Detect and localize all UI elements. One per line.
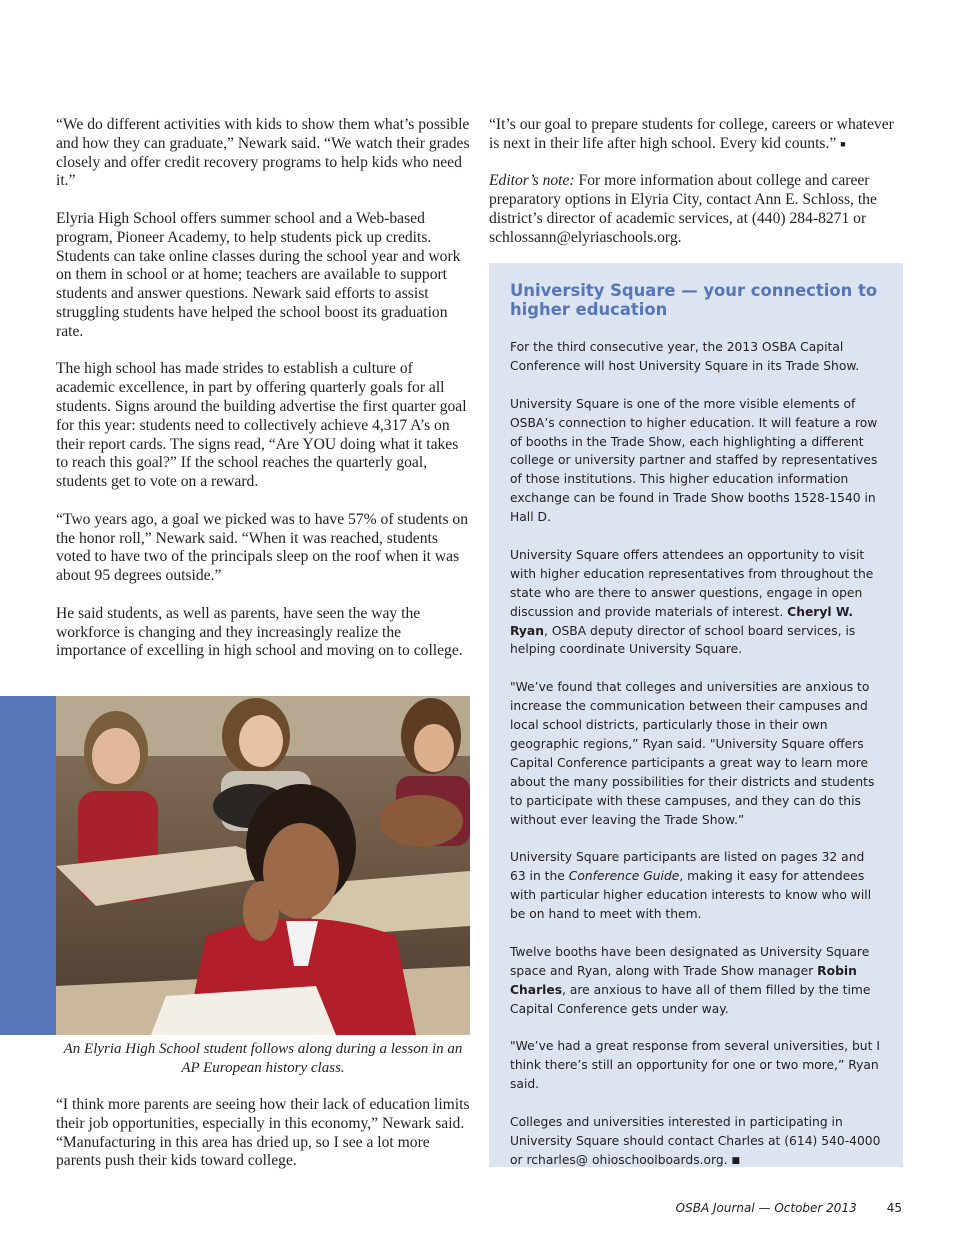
sidebar-text: Twelve booths have been designated as University Square space and Ryan, along with Trade Show manager [510, 944, 870, 978]
sidebar-text: , OSBA deputy director of school board services, is helping coordinate University Square. [510, 623, 856, 657]
classroom-photo [56, 696, 470, 1035]
body-paragraph: He said students, as well as parents, have seen the way the workforce is changing and they increasingly realize the importance of excelling in high school and moving on to college. [56, 604, 463, 660]
sidebar-paragraph: University Square is one of the more visible elements of OSBA’s connection to higher education. It will feature a row of booths in the Trade Show, each highlighting a different college or university partner and staffed by representatives of those institutions. This higher education information exchange can be found in Trade Show booths 1528-1540 in Hall D. [510, 396, 878, 525]
left-column [56, 116, 470, 680]
end-mark-icon: ■ [731, 1155, 741, 1166]
editors-note-label: Editor’s note: [489, 172, 575, 190]
editors-note [489, 172, 905, 247]
editors-note-text: For more information about college and career preparatory options in Elyria City, contact Ann E. Schloss, the district’s director of academic services, at (440) 284-8271 or schlossann@elyriaschools.org. [489, 172, 877, 246]
person-name: Cheryl W. Ryan [510, 604, 854, 638]
sidebar-paragraph: "We’ve found that colleges and universities are anxious to increase the communication between their campuses and local school districts, particularly those in their own geographic regions,” Ryan said. "University Square offers Capital Conference participants a great way to learn more about the many possibilities for their districts and students to participate with these campuses, and they can do this without ever leaving the Trade Show.” [510, 680, 875, 827]
sidebar-paragraph [510, 943, 881, 1019]
journal-name: OSBA Journal — October 2013 [675, 1201, 857, 1215]
sidebar-paragraph: "We’ve had a great response from several universities, but I think there’s still an opportunity for one or two more,” Ryan said. [510, 1039, 880, 1092]
person-name: Robin Charles [510, 963, 857, 997]
sidebar-paragraph [510, 1113, 881, 1171]
sidebar-title: University Square — your connection to higher education [510, 281, 878, 319]
sidebar-text: , are anxious to have all of them filled by the time Capital Conference gets under way. [510, 982, 871, 1016]
sidebar-paragraph [510, 546, 881, 659]
body-paragraph [489, 116, 905, 154]
body-paragraph: “I think more parents are seeing how their lack of education limits their job opportunities, especially in this economy,” Newark said. “Manufacturing in this area has dried up, so I see a lot more parents push their kids toward college. [56, 1096, 470, 1170]
sidebar-paragraph: For the third consecutive year, the 2013 OSBA Capital Conference will host University Square in its Trade Show. [510, 340, 860, 373]
publication-title: Conference Guide [568, 869, 680, 884]
sidebar-text: University Square participants are listed on pages 32 and 63 in the [510, 850, 865, 884]
page-number: 45 [886, 1201, 902, 1215]
body-paragraph: Elyria High School offers summer school and a Web-based program, Pioneer Academy, to help students pick up credits. Students can take online classes during the school year and work on them in school or at home; teachers are available to support students and answer questions. Newark said efforts to assist struggling students have helped the school boost its graduation rate. [56, 209, 461, 340]
photo-block [0, 696, 472, 1035]
sidebar-text: Colleges and universities interested in participating in University Square should contact Charles at (614) 540-4000 or rcharles@ ohioschoolboards.org. [510, 1115, 881, 1167]
body-paragraph: “Two years ago, a goal we picked was to have 57% of students on the honor roll,” Newark said. “When it was reached, students voted to have two of the principals sleep on the roof when it was about 95 degrees outside.” [56, 510, 469, 585]
accent-bar [0, 696, 56, 1035]
classroom-photo-image [56, 696, 470, 1035]
right-column [489, 116, 905, 266]
sidebar-text: University Square offers attendees an opportunity to visit with higher education representatives from throughout the state who are there to answer questions, engage in open discussion and provide materials of interest. [510, 547, 874, 619]
sidebar-paragraph [510, 848, 881, 924]
sidebar-text: , making it easy for attendees with particular higher education interests to know who will be on hand to meet with them. [510, 869, 872, 922]
quote-text: “It’s our goal to prepare students for college, careers or whatever is next in their life after high school. Every kid counts.” [489, 116, 894, 152]
university-square-sidebar [489, 263, 903, 1167]
photo-caption: An Elyria High School student follows along during a lesson in an AP European history class. [63, 1041, 463, 1076]
page-footer [676, 1201, 902, 1215]
body-paragraph: “We do different activities with kids to show them what’s possible and how they can graduate,” Newark said. “We watch their grades closely and offer credit recovery programs to help kids who need it.” [56, 116, 470, 190]
body-paragraph: The high school has made strides to establish a culture of academic excellence, in part by offering quarterly goals for all students. Signs around the building advertise the first quarter goal for this year: students need to collectively achieve 4,317 A’s on their report cards. The signs read, “Are YOU doing what it takes to reach this goal?” If the school reaches the quarterly goal, students get to vote on a reward. [56, 360, 467, 491]
end-mark-icon: ■ [840, 138, 846, 149]
